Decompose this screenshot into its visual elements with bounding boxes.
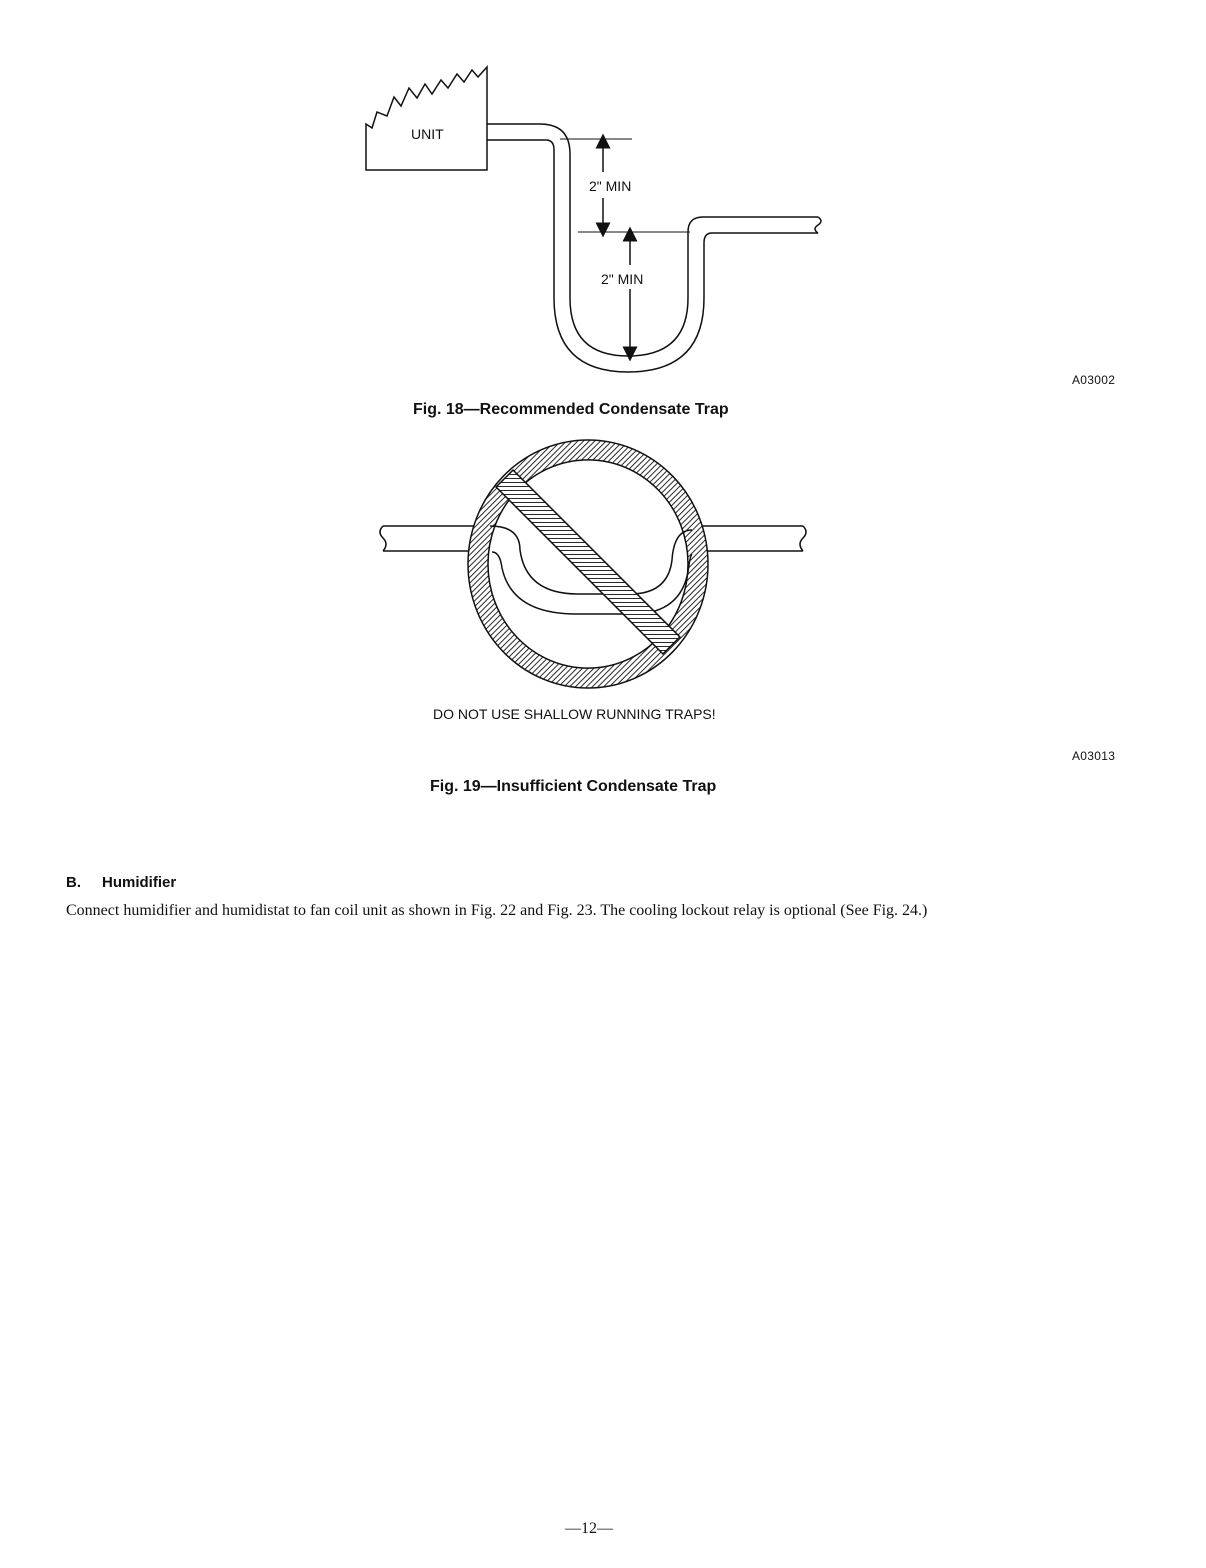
- left-pipe-break: [380, 526, 386, 551]
- section-number: B.: [66, 874, 81, 891]
- fig19-caption: Fig. 19—Insufficient Condensate Trap: [430, 778, 717, 795]
- section-heading: [66, 874, 176, 891]
- fig19-warning: DO NOT USE SHALLOW RUNNING TRAPS!: [433, 706, 716, 722]
- fig18-caption: Fig. 18—Recommended Condensate Trap: [413, 401, 729, 418]
- unit-label: UNIT: [411, 126, 444, 142]
- fig19-id: A03013: [1072, 749, 1116, 763]
- section-title: Humidifier: [102, 874, 177, 891]
- fig19-diagram: [0, 430, 1206, 700]
- prohibition-slash: [496, 470, 680, 654]
- fig18-diagram: [0, 0, 1206, 400]
- page-number: —12—: [565, 1520, 613, 1537]
- trap-pipe-inner: [487, 140, 818, 372]
- lower-dimension-label: 2" MIN: [601, 271, 644, 287]
- right-pipe-break: [800, 526, 806, 551]
- unit-box: [366, 67, 487, 170]
- trap-pipe-outer: [487, 124, 818, 356]
- pipe-break-end: [815, 217, 821, 233]
- section-body: Connect humidifier and humidistat to fan coil unit as shown in Fig. 22 and Fig. 23. The cooling lockout relay is optional (See Fig. 24.): [66, 902, 928, 919]
- fig18-id: A03002: [1072, 373, 1116, 387]
- upper-dimension-label: 2" MIN: [589, 178, 632, 194]
